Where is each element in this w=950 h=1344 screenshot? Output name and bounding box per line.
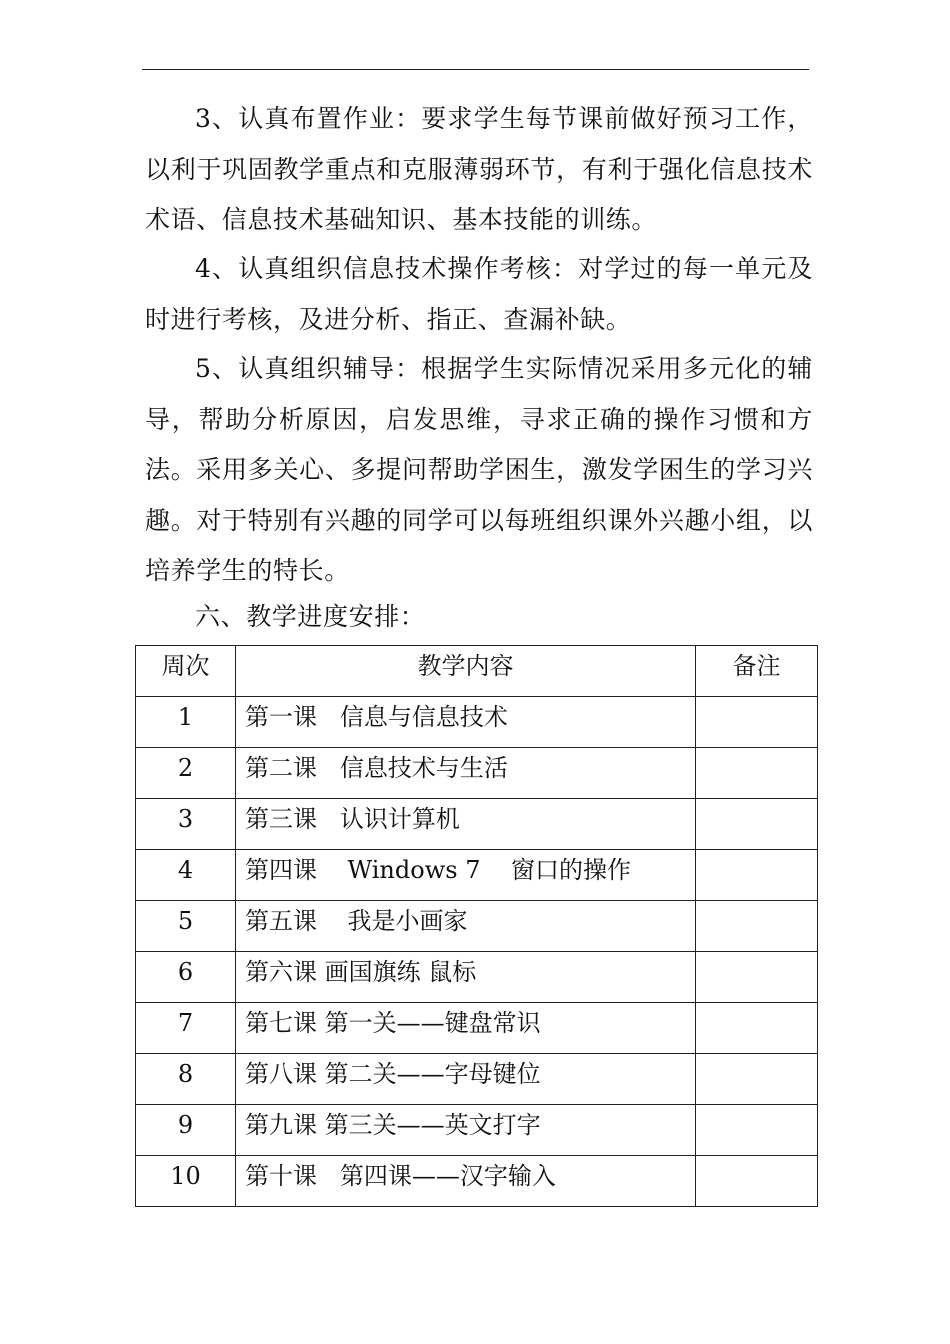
week-cell: 1 — [136, 697, 236, 748]
paragraph-homework-text: 3、认真布置作业：要求学生每节课前做好预习工作，以利于巩固教学重点和克服薄弱环节，有利于强化信息技术术语、信息技术基础知识、基本技能的训练。 — [145, 104, 813, 234]
note-cell — [696, 1054, 818, 1105]
column-header-week: 周次 — [136, 646, 236, 697]
content-cell: 第九课 第三关——英文打字 — [236, 1105, 696, 1156]
content-cell: 第四课 Windows 7 窗口的操作 — [236, 850, 696, 901]
paragraph-assessment-text: 4、认真组织信息技术操作考核：对学过的每一单元及时进行考核，及进分析、指正、查漏补缺。 — [145, 254, 813, 334]
content-cell: 第三课 认识计算机 — [236, 799, 696, 850]
note-cell — [696, 1105, 818, 1156]
header-rule — [142, 69, 809, 70]
table-row — [136, 850, 818, 901]
content-cell: 第七课 第一关——键盘常识 — [236, 1003, 696, 1054]
table-row — [136, 697, 818, 748]
note-cell — [696, 1156, 818, 1207]
table-header-row — [136, 646, 818, 697]
schedule-table — [135, 645, 818, 1207]
week-cell: 10 — [136, 1156, 236, 1207]
table-row — [136, 748, 818, 799]
paragraph-homework — [145, 94, 813, 246]
paragraph-assessment — [145, 244, 813, 345]
content-cell: 第十课 第四课——汉字输入 — [236, 1156, 696, 1207]
note-cell — [696, 850, 818, 901]
week-cell: 6 — [136, 952, 236, 1003]
note-cell — [696, 901, 818, 952]
table-row — [136, 952, 818, 1003]
column-header-content: 教学内容 — [236, 646, 696, 697]
content-cell: 第六课 画国旗练 鼠标 — [236, 952, 696, 1003]
section-heading-schedule: 六、教学进度安排： — [195, 602, 426, 631]
note-cell — [696, 1003, 818, 1054]
paragraph-tutoring — [145, 344, 813, 597]
note-cell — [696, 748, 818, 799]
week-cell: 5 — [136, 901, 236, 952]
note-cell — [696, 799, 818, 850]
content-cell: 第五课 我是小画家 — [236, 901, 696, 952]
column-header-note: 备注 — [696, 646, 818, 697]
note-cell — [696, 697, 818, 748]
table-row — [136, 901, 818, 952]
content-cell: 第一课 信息与信息技术 — [236, 697, 696, 748]
table-row — [136, 1156, 818, 1207]
note-cell — [696, 952, 818, 1003]
week-cell: 3 — [136, 799, 236, 850]
content-cell: 第二课 信息技术与生活 — [236, 748, 696, 799]
table-row — [136, 799, 818, 850]
week-cell: 9 — [136, 1105, 236, 1156]
table-row — [136, 1003, 818, 1054]
week-cell: 2 — [136, 748, 236, 799]
week-cell: 7 — [136, 1003, 236, 1054]
content-cell: 第八课 第二关——字母键位 — [236, 1054, 696, 1105]
week-cell: 4 — [136, 850, 236, 901]
paragraph-tutoring-text: 5、认真组织辅导：根据学生实际情况采用多元化的辅导，帮助分析原因，启发思维，寻求正确的操作习惯和方法。采用多关心、多提问帮助学困生，激发学困生的学习兴趣。对于特别有兴趣的同学可以每班组织课外兴趣小组，以培养学生的特长。 — [145, 354, 813, 585]
table-row — [136, 1105, 818, 1156]
table-row — [136, 1054, 818, 1105]
week-cell: 8 — [136, 1054, 236, 1105]
